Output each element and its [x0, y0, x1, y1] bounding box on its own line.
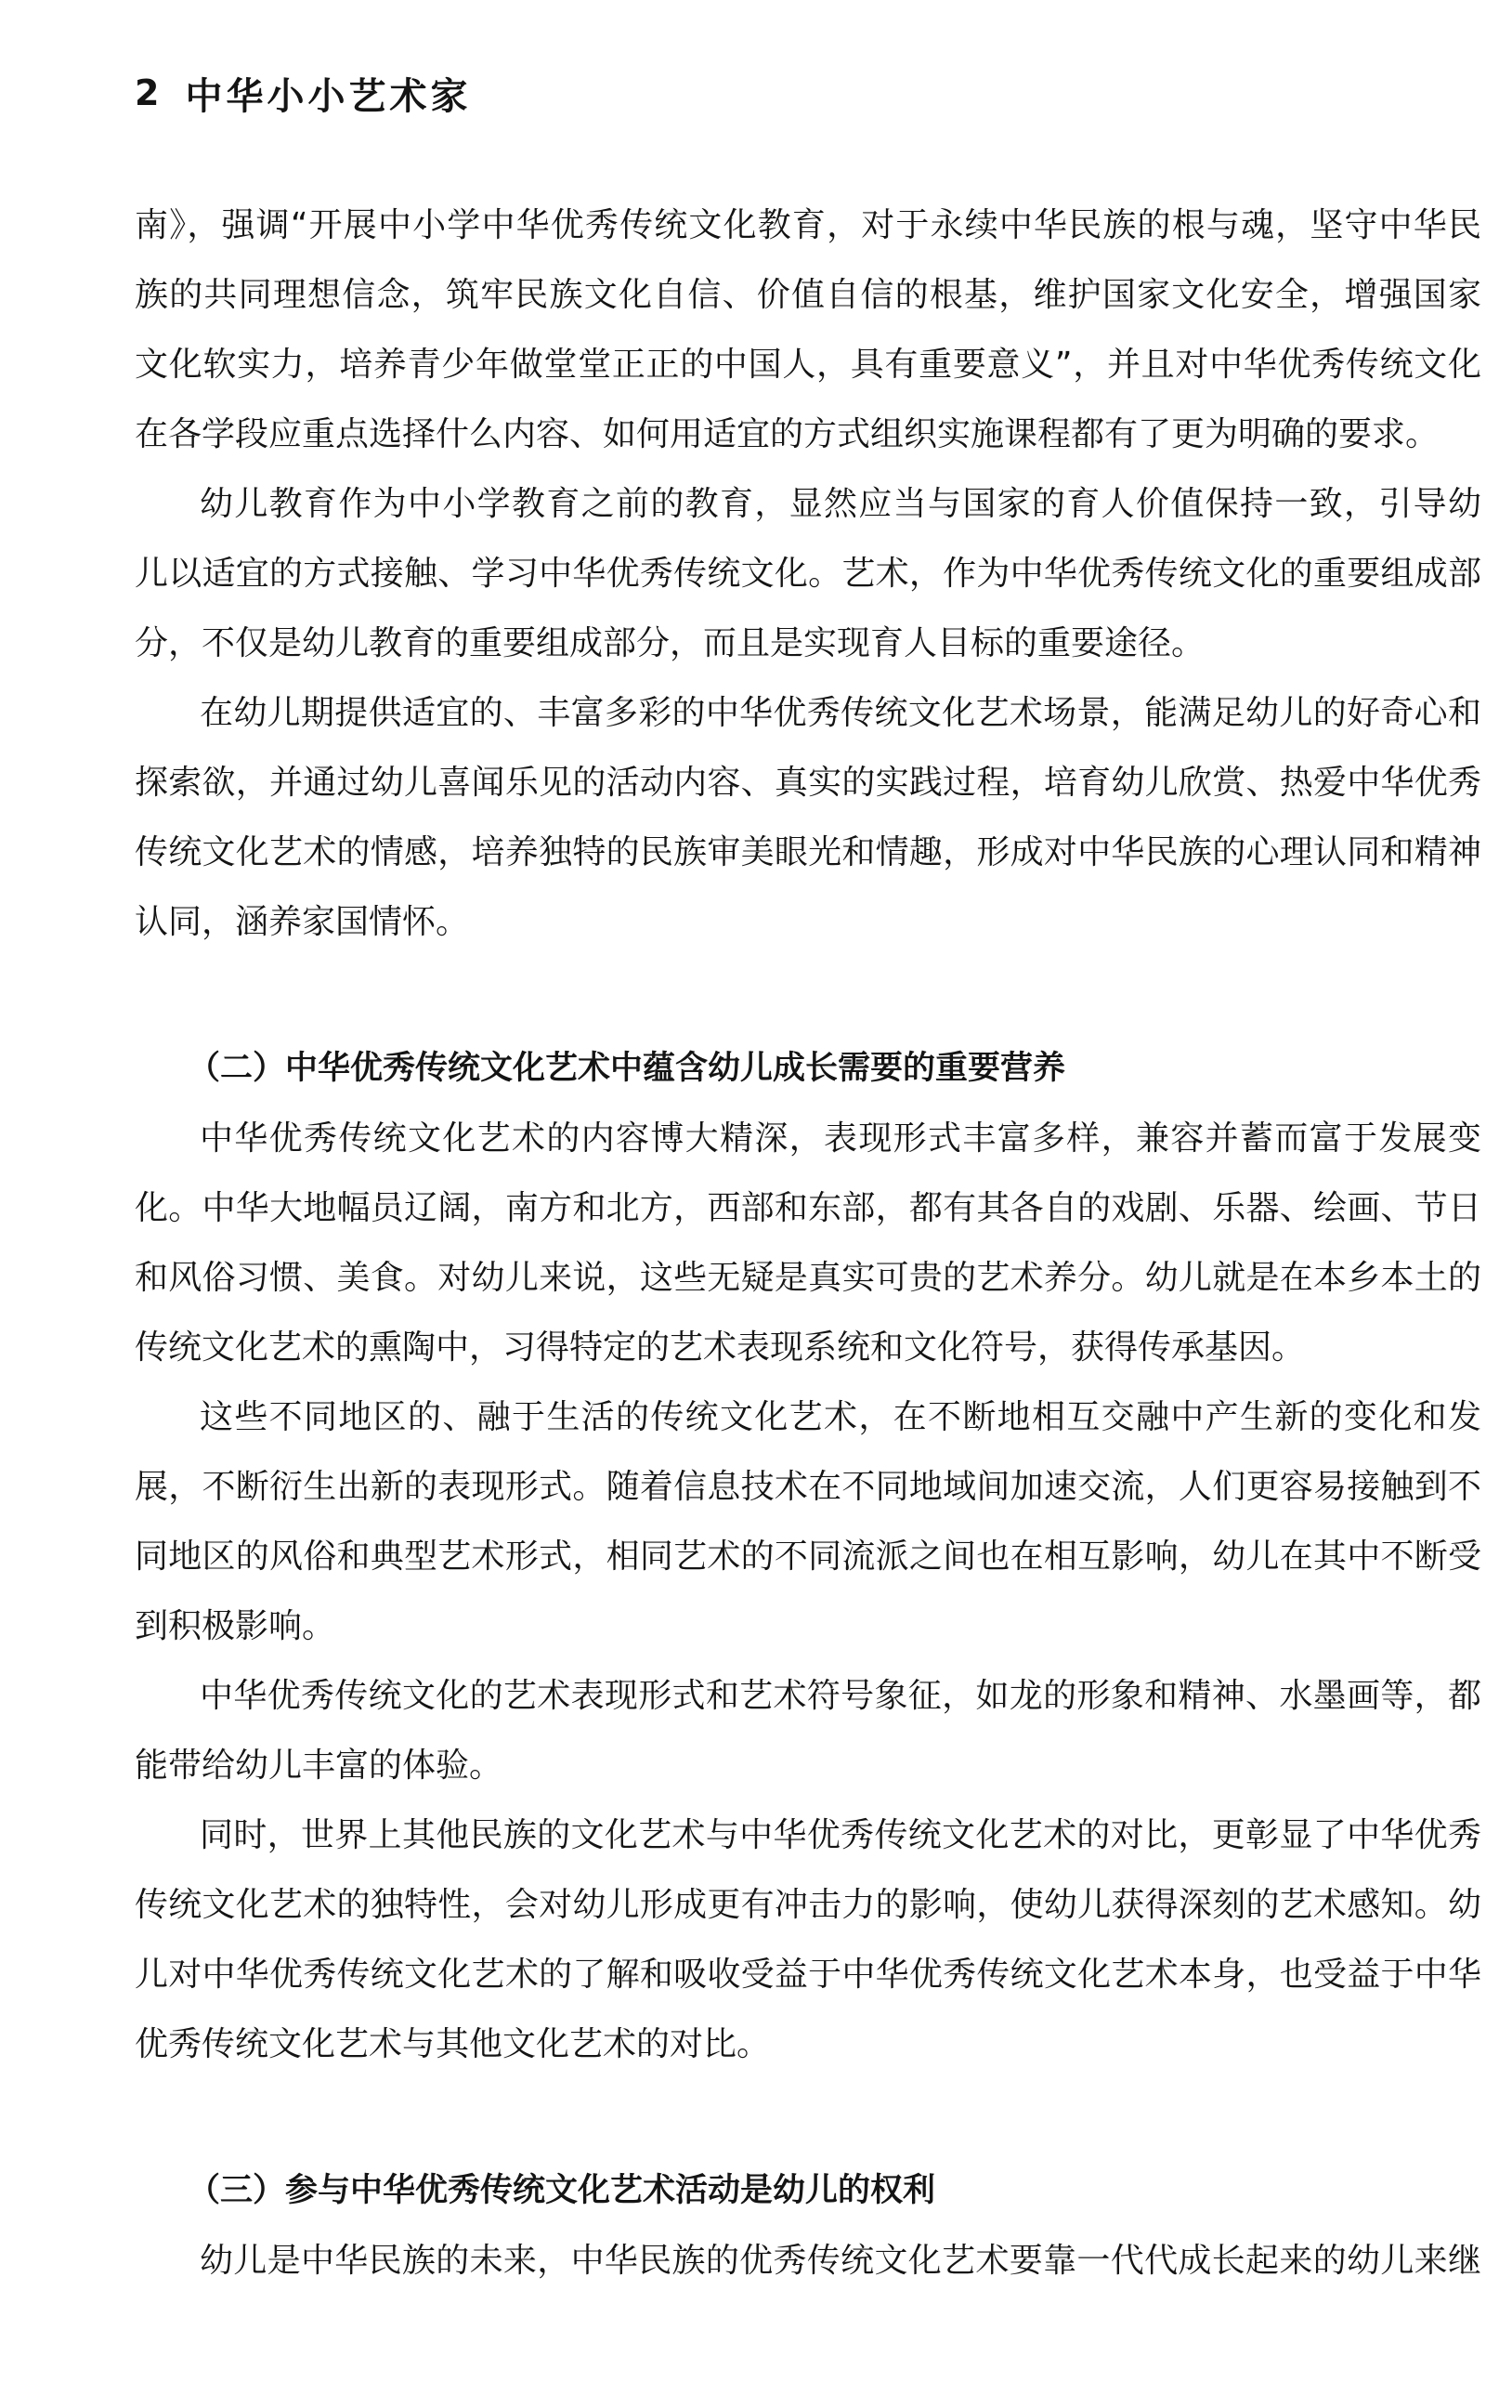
text-line: 传统文化艺术的独特性，会对幼儿形成更有冲击力的影响，使幼儿获得深刻的艺术感知。幼 — [135, 1886, 1481, 1924]
text-line: 探索欲，并通过幼儿喜闻乐见的活动内容、真实的实践过程，培育幼儿欣赏、热爱中华优秀 — [135, 764, 1481, 802]
section-heading: （三）参与中华优秀传统文化艺术活动是幼儿的权利 — [188, 2172, 936, 2209]
text-line: 南》，强调“开展中小学中华优秀传统文化教育，对于永续中华民族的根与魂，坚守中华民 — [135, 206, 1481, 244]
page-number: 2 — [135, 72, 160, 113]
paragraph — [135, 1661, 1481, 1800]
text-line: 展，不断衍生出新的表现形式。随着信息技术在不同地域间加速交流，人们更容易接触到不 — [135, 1468, 1481, 1506]
text-line: 传统文化艺术的熏陶中，习得特定的艺术表现系统和文化符号，获得传承基因。 — [135, 1328, 1306, 1367]
text-line: 文化软实力，培养青少年做堂堂正正的中国人，具有重要意义”，并且对中华优秀传统文化 — [135, 346, 1481, 384]
book-title: 中华小小艺术家 — [185, 74, 472, 118]
text-line: 这些不同地区的、融于生活的传统文化艺术，在不断地相互交融中产生新的变化和发 — [200, 1398, 1481, 1436]
text-line: 同时，世界上其他民族的文化艺术与中华优秀传统文化艺术的对比，更彰显了中华优秀 — [200, 1816, 1481, 1854]
text-line: 幼儿教育作为中小学教育之前的教育，显然应当与国家的育人价值保持一致，引导幼 — [200, 485, 1481, 523]
text-line: 化。中华大地幅员辽阔，南方和北方，西部和东部，都有其各自的戏剧、乐器、绘画、节日 — [135, 1189, 1481, 1227]
paragraph — [135, 1104, 1481, 1382]
text-line: 到积极影响。 — [135, 1607, 336, 1645]
text-line: 和风俗习惯、美食。对幼儿来说，这些无疑是真实可贵的艺术养分。幼儿就是在本乡本土的 — [135, 1259, 1481, 1297]
paragraph — [135, 1382, 1481, 1661]
text-line: 在幼儿期提供适宜的、丰富多彩的中华优秀传统文化艺术场景，能满足幼儿的好奇心和 — [200, 694, 1481, 732]
text-line: 认同，涵养家国情怀。 — [135, 903, 470, 941]
paragraph — [135, 678, 1481, 957]
text-line: 在各学段应重点选择什么内容、如何用适宜的方式组织实施课程都有了更为明确的要求。 — [135, 415, 1440, 453]
text-line: 中华优秀传统文化艺术的内容博大精深，表现形式丰富多样，兼容并蓄而富于发展变 — [200, 1119, 1481, 1158]
text-line: 能带给幼儿丰富的体验。 — [135, 1747, 503, 1785]
page-body — [135, 190, 1481, 2296]
text-line: 族的共同理想信念，筑牢民族文化自信、价值自信的根基，维护国家文化安全，增强国家 — [135, 276, 1481, 314]
section-heading: （二）中华优秀传统文化艺术中蕴含幼儿成长需要的重要营养 — [188, 1050, 1066, 1087]
text-line: 同地区的风俗和典型艺术形式，相同艺术的不同流派之间也在相互影响，幼儿在其中不断受 — [135, 1538, 1481, 1576]
running-header — [135, 69, 471, 117]
text-line: 传统文化艺术的情感，培养独特的民族审美眼光和情趣，形成对中华民族的心理认同和精神 — [135, 833, 1481, 871]
text-line: 优秀传统文化艺术与其他文化艺术的对比。 — [135, 2025, 771, 2063]
text-line: 中华优秀传统文化的艺术表现形式和艺术符号象征，如龙的形象和精神、水墨画等，都 — [200, 1677, 1481, 1715]
text-line: 幼儿是中华民族的未来，中华民族的优秀传统文化艺术要靠一代代成长起来的幼儿来继 — [200, 2242, 1481, 2280]
paragraph — [135, 2226, 1481, 2296]
paragraph — [135, 1800, 1481, 2079]
text-line: 儿对中华优秀传统文化艺术的了解和吸收受益于中华优秀传统文化艺术本身，也受益于中华 — [135, 1956, 1481, 1994]
paragraph — [135, 469, 1481, 678]
text-line: 儿以适宜的方式接触、学习中华优秀传统文化。艺术，作为中华优秀传统文化的重要组成部 — [135, 555, 1481, 593]
text-line: 分，不仅是幼儿教育的重要组成部分，而且是实现育人目标的重要途径。 — [135, 624, 1206, 662]
paragraph — [135, 190, 1481, 469]
